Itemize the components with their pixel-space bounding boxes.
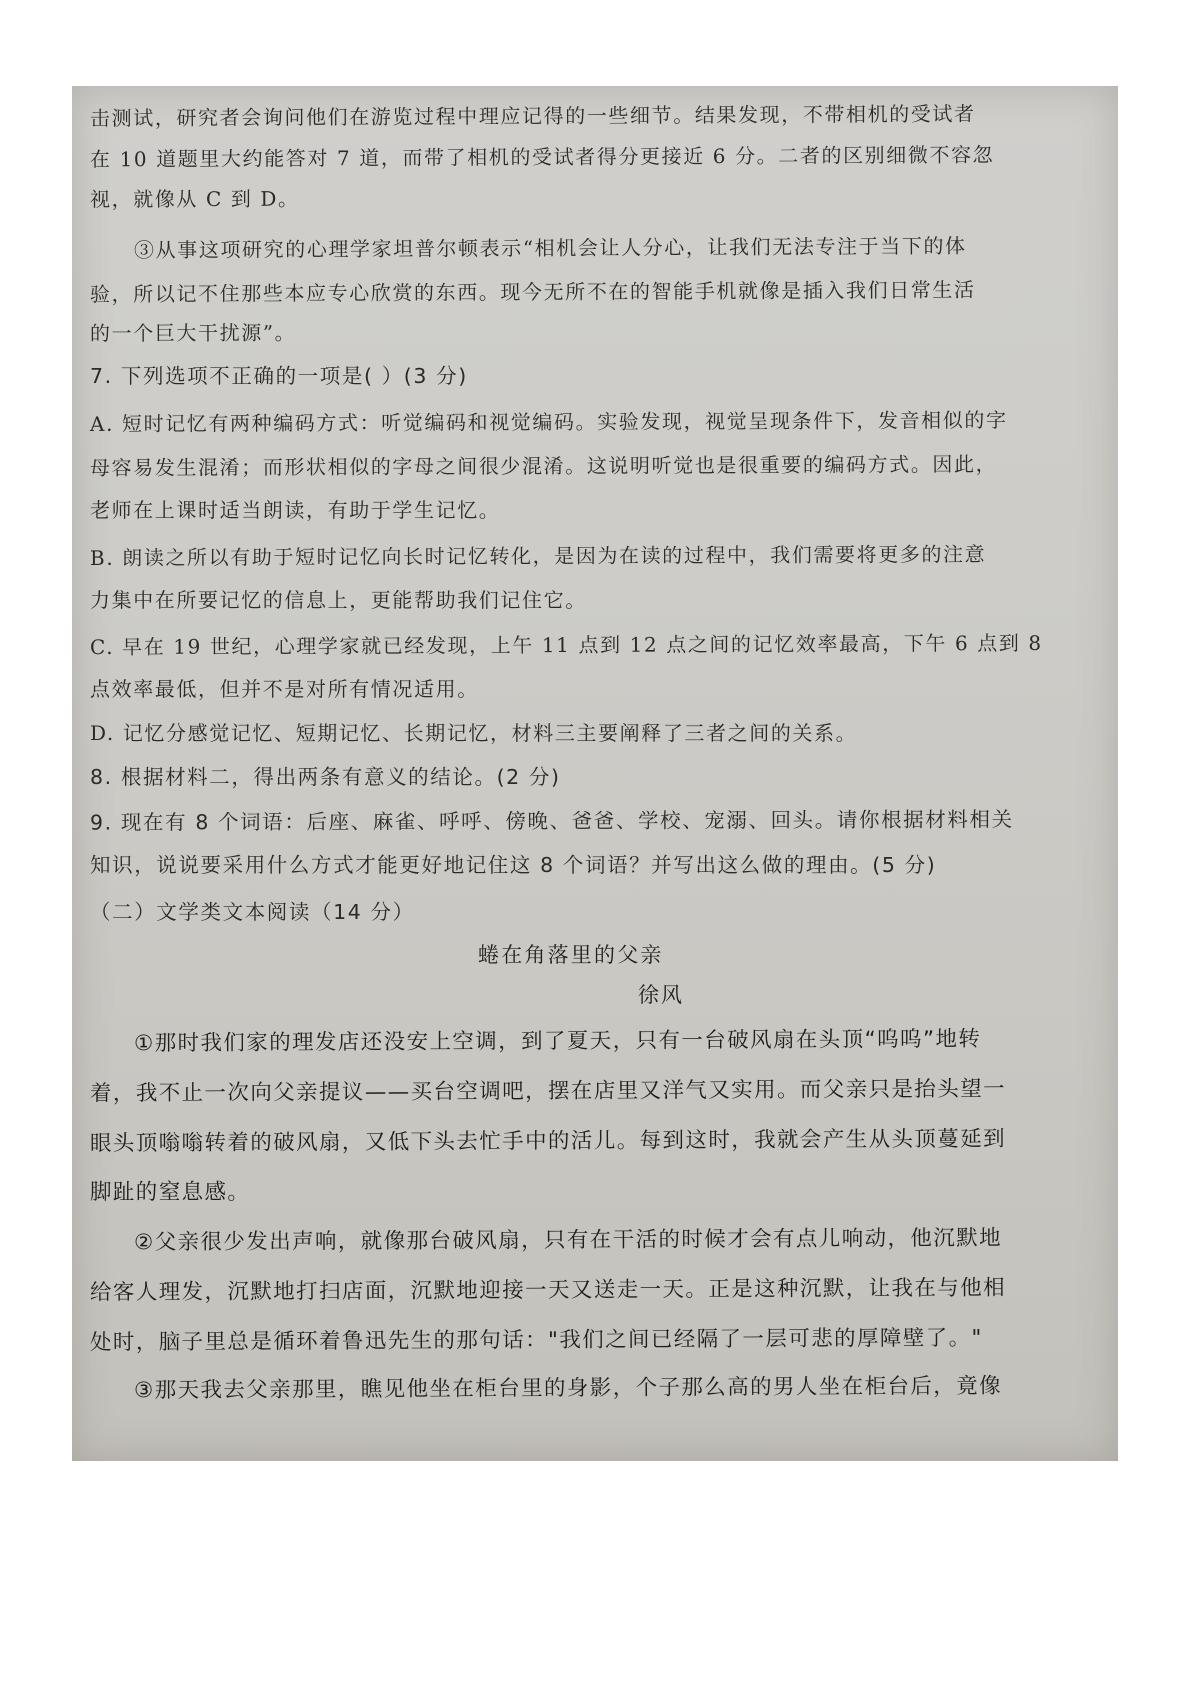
story-paragraph-line: 眼头顶嗡嗡转着的破风扇，又低下头去忙手中的活儿。每到这时，我就会产生从头顶蔓延到 (89, 1126, 1007, 1157)
option-d-line: D. 记忆分感觉记忆、短期记忆、长期记忆，材料三主要阐释了三者之间的关系。 (90, 721, 858, 745)
story-paragraph-line: 给客人理发，沉默地打扫店面，沉默地迎接一天又送走一天。正是这种沉默，让我在与他相 (89, 1275, 1007, 1306)
text-line: 验，所以记不住那些本应专心欣赏的东西。现今无所不在的智能手机就像是插入我们日常生活 (89, 277, 976, 307)
option-a-line: 老师在上课时适当朗读，有助于学生记忆。 (90, 498, 501, 522)
option-b-line: B. 朗读之所以有助于短时记忆向长时记忆转化，是因为在读的过程中，我们需要将更多的注意 (89, 542, 987, 570)
question-8-stem: 8. 根据材料二，得出两条有意义的结论。(2 分) (90, 765, 561, 789)
question-9-stem: 9. 现在有 8 个词语：后座、麻雀、呼呼、傍晚、爸爸、学校、宠溺、回头。请你根据材料相关 (89, 807, 1014, 835)
story-paragraph-line: 脚趾的窒息感。 (90, 1180, 251, 1205)
story-paragraph-line: ①那时我们家的理发店还没安上空调，到了夏天，只有一台破风扇在头顶“呜呜”地转 (133, 1026, 982, 1057)
text-line: 在 10 道题里大约能答对 7 道，而带了相机的受试者得分更接近 6 分。二者的区别细微不容忽 (89, 142, 995, 172)
section-heading: （二）文学类文本阅读（14 分） (90, 900, 415, 924)
text-line: 的一个巨大干扰源”。 (89, 320, 297, 346)
story-title: 蜷在角落里的父亲 (478, 943, 664, 967)
option-c-line: C. 早在 19 世纪，心理学家就已经发现，上午 11 点到 12 点之间的记忆效率最高，下午 6 点到 8 (89, 630, 1043, 660)
text-line: 击测试，研究者会询问他们在游览过程中理应记得的一些细节。结果发现，不带相机的受试者 (89, 101, 976, 131)
story-author: 徐风 (638, 983, 684, 1007)
question-7-stem: 7. 下列选项不正确的一项是( ）(3 分) (90, 364, 468, 388)
option-c-line: 点效率最低，但并不是对所有情况适用。 (90, 677, 479, 701)
text-line: ③从事这项研究的心理学家坦普尔顿表示“相机会让人分心，让我们无法专注于当下的体 (133, 233, 967, 263)
story-paragraph-line: ③那天我去父亲那里，瞧见他坐在柜台里的身影，个子那么高的男人坐在柜台后，竟像 (133, 1373, 1003, 1404)
scanned-exam-page (72, 86, 1118, 1461)
story-paragraph-line: ②父亲很少发出声响，就像那台破风扇，只有在干活的时候才会有点儿响动，他沉默地 (133, 1225, 1003, 1256)
story-paragraph-line: 处时，脑子里总是循环着鲁迅先生的那句话："我们之间已经隔了一层可悲的厚障壁了。" (89, 1325, 983, 1356)
option-a-line: 母容易发生混淆；而形状相似的字母之间很少混淆。这说明听觉也是很重要的编码方式。因此， (89, 452, 998, 480)
option-b-line: 力集中在所要记忆的信息上，更能帮助我们记住它。 (90, 588, 587, 612)
story-paragraph-line: 着，我不止一次向父亲提议——买台空调吧，摆在店里又洋气又实用。而父亲只是抬头望一 (89, 1076, 1007, 1107)
question-9-stem: 知识，说说要采用什么方式才能更好地记住这 8 个词语？并写出这么做的理由。(5 分) (90, 853, 937, 877)
text-line: 视，就像从 C 到 D。 (89, 186, 300, 212)
option-a-line: A. 短时记忆有两种编码方式：听觉编码和视觉编码。实验发现，视觉呈现条件下，发音相似的字 (89, 407, 1008, 437)
